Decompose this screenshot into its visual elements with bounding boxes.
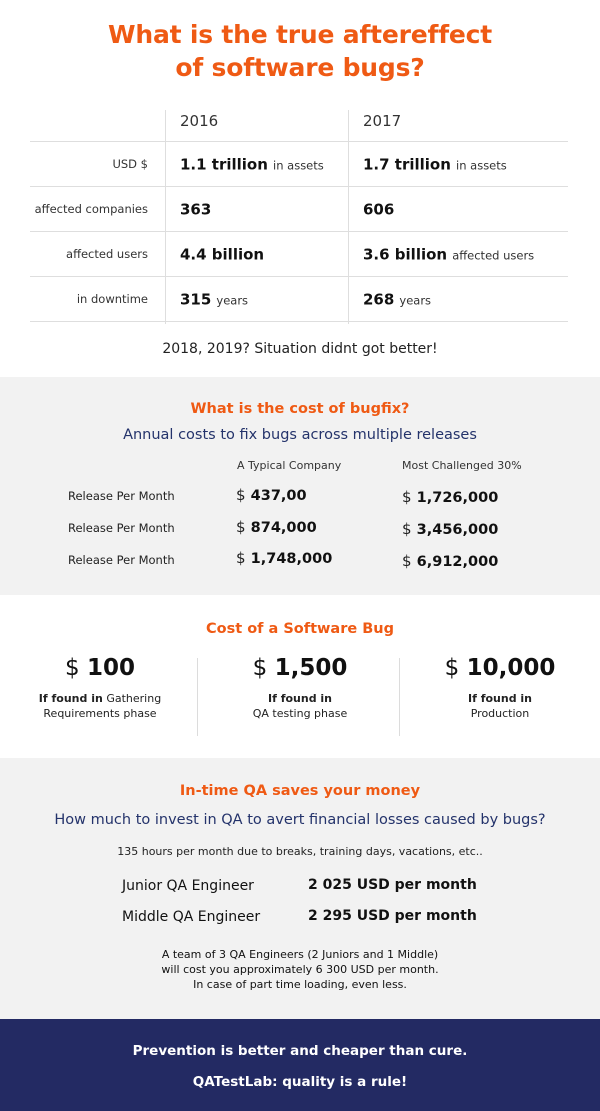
cost-requirements: [0, 655, 200, 721]
row-label: in downtime: [76, 292, 148, 306]
aftereffect-table: [30, 100, 568, 322]
challenged-cost: $ 6,912,000: [402, 552, 499, 570]
footer-banner: [0, 1019, 600, 1111]
typical-cost: $ 1,748,000: [236, 549, 333, 567]
most-challenged-header: Most Challenged 30%: [402, 459, 522, 472]
junior-role: Junior QA Engineer: [122, 878, 254, 894]
situation-note: 2018, 2019? Situation didnt got better!: [162, 341, 438, 357]
cell-2016: 4.4 billion: [180, 245, 265, 264]
cell-2017: 1.7 trillion in assets: [363, 155, 507, 174]
bugfix-title: What is the cost of bugfix?: [190, 401, 410, 417]
qa-subtitle: How much to invest in QA to avert financial losses caused by bugs?: [54, 812, 546, 828]
cost-amount: $ 10,000: [444, 655, 556, 681]
challenged-cost: $ 1,726,000: [402, 488, 499, 506]
typical-company-header: A Typical Company: [237, 459, 342, 472]
bugfix-subtitle: Annual costs to fix bugs across multiple releases: [123, 427, 477, 443]
cell-2017: 606: [363, 200, 395, 219]
year-2016-header: 2016: [180, 111, 219, 130]
page-title: [0, 18, 600, 84]
cost-amount: $ 1,500: [252, 655, 348, 681]
year-2017-header: 2017: [363, 111, 402, 130]
table-row: [30, 142, 568, 187]
footer-tagline: QATestLab: quality is a rule!: [192, 1074, 408, 1090]
junior-price: 2 025 USD per month: [308, 877, 477, 893]
team-note: A team of 3 QA Engineers (2 Juniors and 1 Middle) will cost you approximately 6 300 USD per month. In case of part time loading, even less.: [161, 948, 439, 991]
typical-cost: $ 874,000: [236, 518, 317, 536]
table-header-row: [30, 100, 568, 142]
cost-divider: [197, 658, 198, 736]
footer-slogan: Prevention is better and cheaper than cure.: [132, 1043, 468, 1059]
page-title-line2: of software bugs?: [175, 53, 425, 82]
bugfix-row-label: Release Per Month: [68, 553, 175, 567]
challenged-cost: $ 3,456,000: [402, 520, 499, 538]
cost-qa-testing: [200, 655, 400, 721]
table-row: [30, 187, 568, 232]
cell-2016: 315 years: [180, 290, 249, 309]
cell-2017: 268 years: [363, 290, 432, 309]
typical-cost: $ 437,00: [236, 486, 307, 504]
cell-2016: 363: [180, 200, 212, 219]
cost-production: [400, 655, 600, 721]
hours-note: 135 hours per month due to breaks, training days, vacations, etc..: [117, 845, 483, 858]
row-label: USD $: [112, 157, 148, 171]
cost-description: If found in QA testing phase: [252, 692, 348, 720]
qa-title: In-time QA saves your money: [179, 783, 421, 799]
cost-description: If found in Gathering Requirements phase: [38, 692, 162, 720]
bugfix-row-label: Release Per Month: [68, 521, 175, 535]
middle-role: Middle QA Engineer: [122, 909, 261, 925]
cell-2017: 3.6 billion affected users: [363, 245, 535, 264]
table-row: [30, 277, 568, 322]
table-row: [30, 232, 568, 277]
cell-2016: 1.1 trillion in assets: [180, 155, 324, 174]
bugfix-row-label: Release Per Month: [68, 489, 175, 503]
cost-description: If found in Production: [467, 692, 533, 720]
row-label: affected companies: [34, 202, 148, 216]
cost-amount: $ 100: [65, 655, 135, 681]
page-title-line1: What is the true aftereffect: [107, 20, 492, 49]
bug-cost-title: Cost of a Software Bug: [206, 621, 394, 637]
middle-price: 2 295 USD per month: [308, 908, 477, 924]
row-label: affected users: [66, 247, 148, 261]
